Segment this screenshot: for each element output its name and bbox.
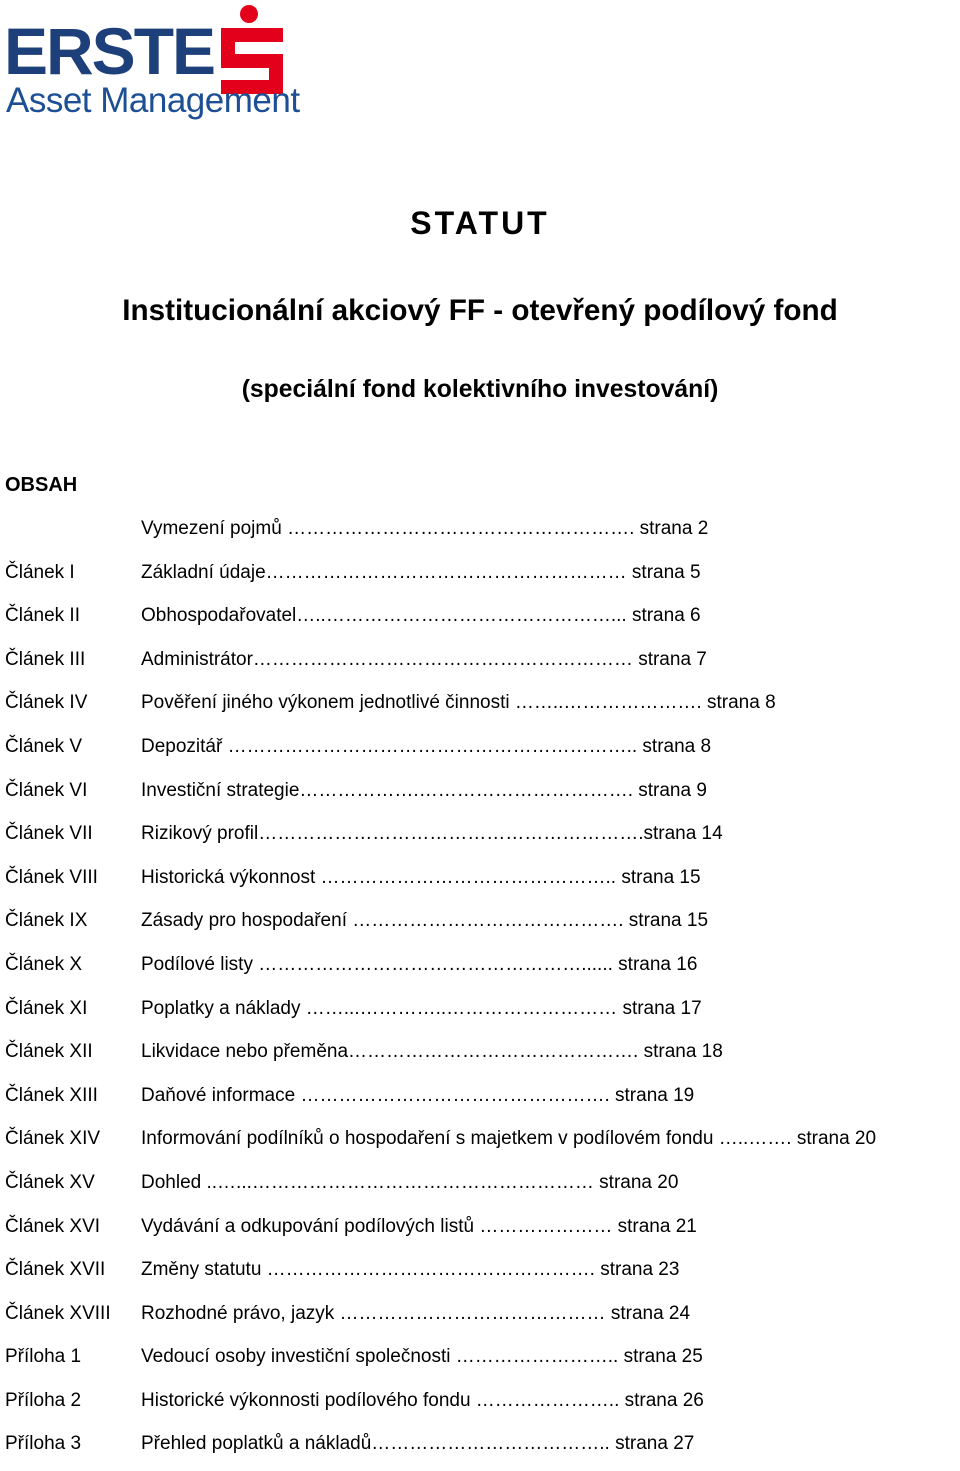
toc-entry: Rizikový profil…………………………………………………….strana 14 [141,823,723,845]
toc-row [0,512,960,556]
toc-entry: Administrátor…………………………………………………… strana 7 [141,648,707,670]
toc-row [0,643,960,687]
toc-entry: Poplatky a náklady ……...…………..……………………… strana 17 [141,997,702,1019]
toc-label: Článek XVI [5,1215,101,1237]
toc-entry: Zásady pro hospodaření ……………………………………. strana 15 [141,910,709,932]
toc-label: Článek IV [5,692,88,714]
toc-label: Článek II [5,605,80,627]
toc-entry: Daňové informace …………………………………………. strana 19 [141,1084,695,1106]
toc-row [0,1079,960,1123]
toc-row [0,1122,960,1166]
toc-row [0,861,960,905]
toc-label: Článek XVIII [5,1302,111,1324]
toc-label: Článek XIV [5,1128,101,1150]
toc-entry: Podílové listy ……………………………………………...... strana 16 [141,953,698,975]
toc-label: Příloha 1 [5,1346,82,1368]
toc-entry: Historická výkonnost ……………………………………….. strana 15 [141,866,701,888]
fund-subtitle: (speciální fond kolektivního investování) [241,376,719,403]
toc-entry: Základní údaje………………………………………………… strana 5 [141,561,701,583]
toc-entry: Depozitář ……………………………………………………….. strana 8 [141,735,712,757]
logo-subtitle: Asset Management [6,81,300,120]
toc-label: Článek XV [5,1171,95,1193]
toc-label: Příloha 2 [5,1389,82,1411]
fund-name: Institucionální akciový FF - otevřený podílový fond [122,294,838,327]
toc-row [0,904,960,948]
toc-row [0,1210,960,1254]
toc-row [0,599,960,643]
toc-label: Článek XI [5,997,88,1019]
toc-entry: Změny statutu ……………………………………………. strana 23 [141,1259,680,1281]
document-title: STATUT [410,205,550,241]
toc-entry: Informování podílníků o hospodaření s majetkem v podílovém fondu …..……. strana 20 [141,1128,877,1150]
toc-row [0,948,960,992]
toc-entry: Přehled poplatků a nákladů……………………………….. strana 27 [141,1433,695,1455]
toc-row [0,817,960,861]
toc-row [0,1297,960,1341]
toc-row [0,1384,960,1428]
logo-brand-text: ERSTE [4,14,215,88]
toc-entry: Vymezení pojmů ………………………………………………. strana 2 [141,518,709,539]
toc-entry: Historické výkonnosti podílového fondu ………………….. strana 26 [141,1389,704,1411]
toc-row [0,1166,960,1210]
erste-logo [4,4,314,122]
toc-label: Článek VII [5,823,93,845]
toc-entry: Vydávání a odkupování podílových listů ………………… strana 21 [141,1215,697,1237]
toc-label: Článek VIII [5,866,98,888]
toc-entry: Pověření jiného výkonem jednotlivé činnosti ……..…………………. strana 8 [141,692,776,714]
toc-entry: Rozhodné právo, jazyk …………………………………… strana 24 [141,1302,691,1324]
toc-row [0,686,960,730]
toc-row [0,1340,960,1384]
toc-label: Článek III [5,648,86,670]
toc-label: Článek XII [5,1041,93,1063]
toc-label: Příloha 3 [5,1433,82,1455]
toc-heading: OBSAH [5,474,78,496]
toc-label: Článek XIII [5,1084,98,1106]
toc-label: Článek XVII [5,1259,106,1281]
toc-entry: Likvidace nebo přeměna………………………………………. strana 18 [141,1041,723,1063]
toc-row [0,730,960,774]
toc-label: Článek X [5,953,83,975]
toc-entry: Vedoucí osoby investiční společnosti …………………….. strana 25 [141,1346,703,1368]
toc-row [0,774,960,818]
toc-label: Článek I [5,561,75,583]
toc-row [0,1035,960,1079]
toc-label: Článek VI [5,779,88,801]
toc-row [0,556,960,600]
toc-label: Článek V [5,735,83,757]
toc-row [0,992,960,1036]
toc-label: Článek IX [5,910,88,932]
toc-entry: Obhospodařovatel…..………………………………………... strana 6 [141,605,701,627]
toc-entry: Investiční strategie……………….……………………………. strana 9 [141,779,707,801]
toc-row [0,1253,960,1297]
toc-row [0,1427,960,1471]
toc-entry: Dohled ..…...……………………………………………… strana 20 [141,1171,679,1193]
table-of-contents [0,512,960,1471]
